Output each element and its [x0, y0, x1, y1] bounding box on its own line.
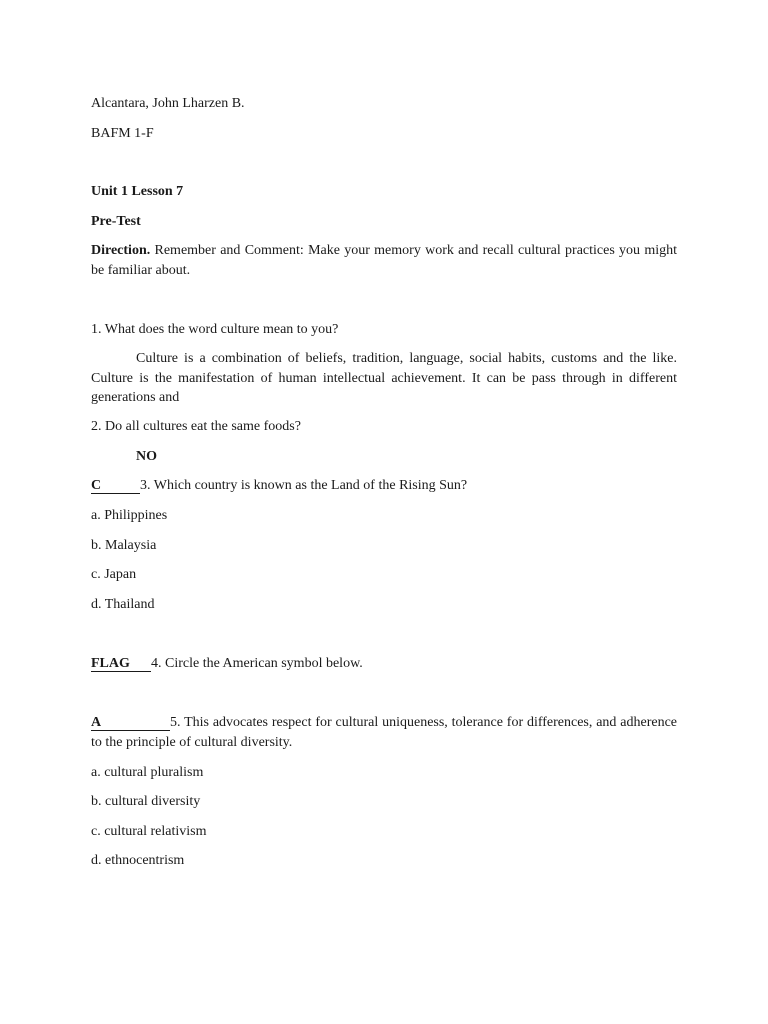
student-name: Alcantara, John Lharzen B. [91, 96, 245, 111]
unit-title: Unit 1 Lesson 7 [91, 184, 184, 199]
direction-text: Remember and Comment: Make your memory work and recall cultural practices you might be familiar about. [91, 243, 677, 278]
question-5-choice-d: d. ethnocentrism [91, 853, 185, 868]
question-3-answer-blank [91, 478, 140, 494]
question-1-prompt: 1. What does the word culture mean to you? [91, 322, 339, 337]
question-4-prompt: 4. Circle the American symbol below. [151, 656, 363, 671]
question-3-choice-c: c. Japan [91, 567, 137, 582]
question-3-prompt: 3. Which country is known as the Land of the Rising Sun? [140, 478, 468, 493]
question-2-prompt: 2. Do all cultures eat the same foods? [91, 419, 301, 434]
question-5-choice-c: c. cultural relativism [91, 824, 207, 839]
question-4 [91, 655, 363, 673]
question-3-choice-a: a. Philippines [91, 508, 168, 523]
question-3 [91, 477, 467, 495]
question-3-choice-d: d. Thailand [91, 597, 155, 612]
question-5-choice-a: a. cultural pluralism [91, 765, 204, 780]
direction-paragraph [91, 241, 677, 280]
question-5-answer: A [91, 715, 170, 731]
test-title: Pre-Test [91, 214, 141, 229]
question-3-answer: C [91, 478, 140, 494]
question-4-answer: FLAG [91, 656, 151, 672]
direction-label: Direction. [91, 243, 151, 258]
question-5 [91, 713, 677, 752]
question-1-answer: Culture is a combination of beliefs, tradition, language, social habits, customs and the like. Culture is the manifestation of human intellectual achievement. It can be pass through in different generations and [91, 351, 677, 405]
question-3-choice-b: b. Malaysia [91, 538, 157, 553]
question-4-answer-blank [91, 656, 151, 672]
question-2-answer: NO [136, 449, 157, 464]
question-5-answer-blank [91, 715, 170, 731]
student-section: BAFM 1-F [91, 126, 154, 141]
question-5-prompt: 5. This advocates respect for cultural uniqueness, tolerance for differences, and adherence to the principle of cultural diversity. [91, 715, 677, 750]
question-5-choice-b: b. cultural diversity [91, 794, 201, 809]
